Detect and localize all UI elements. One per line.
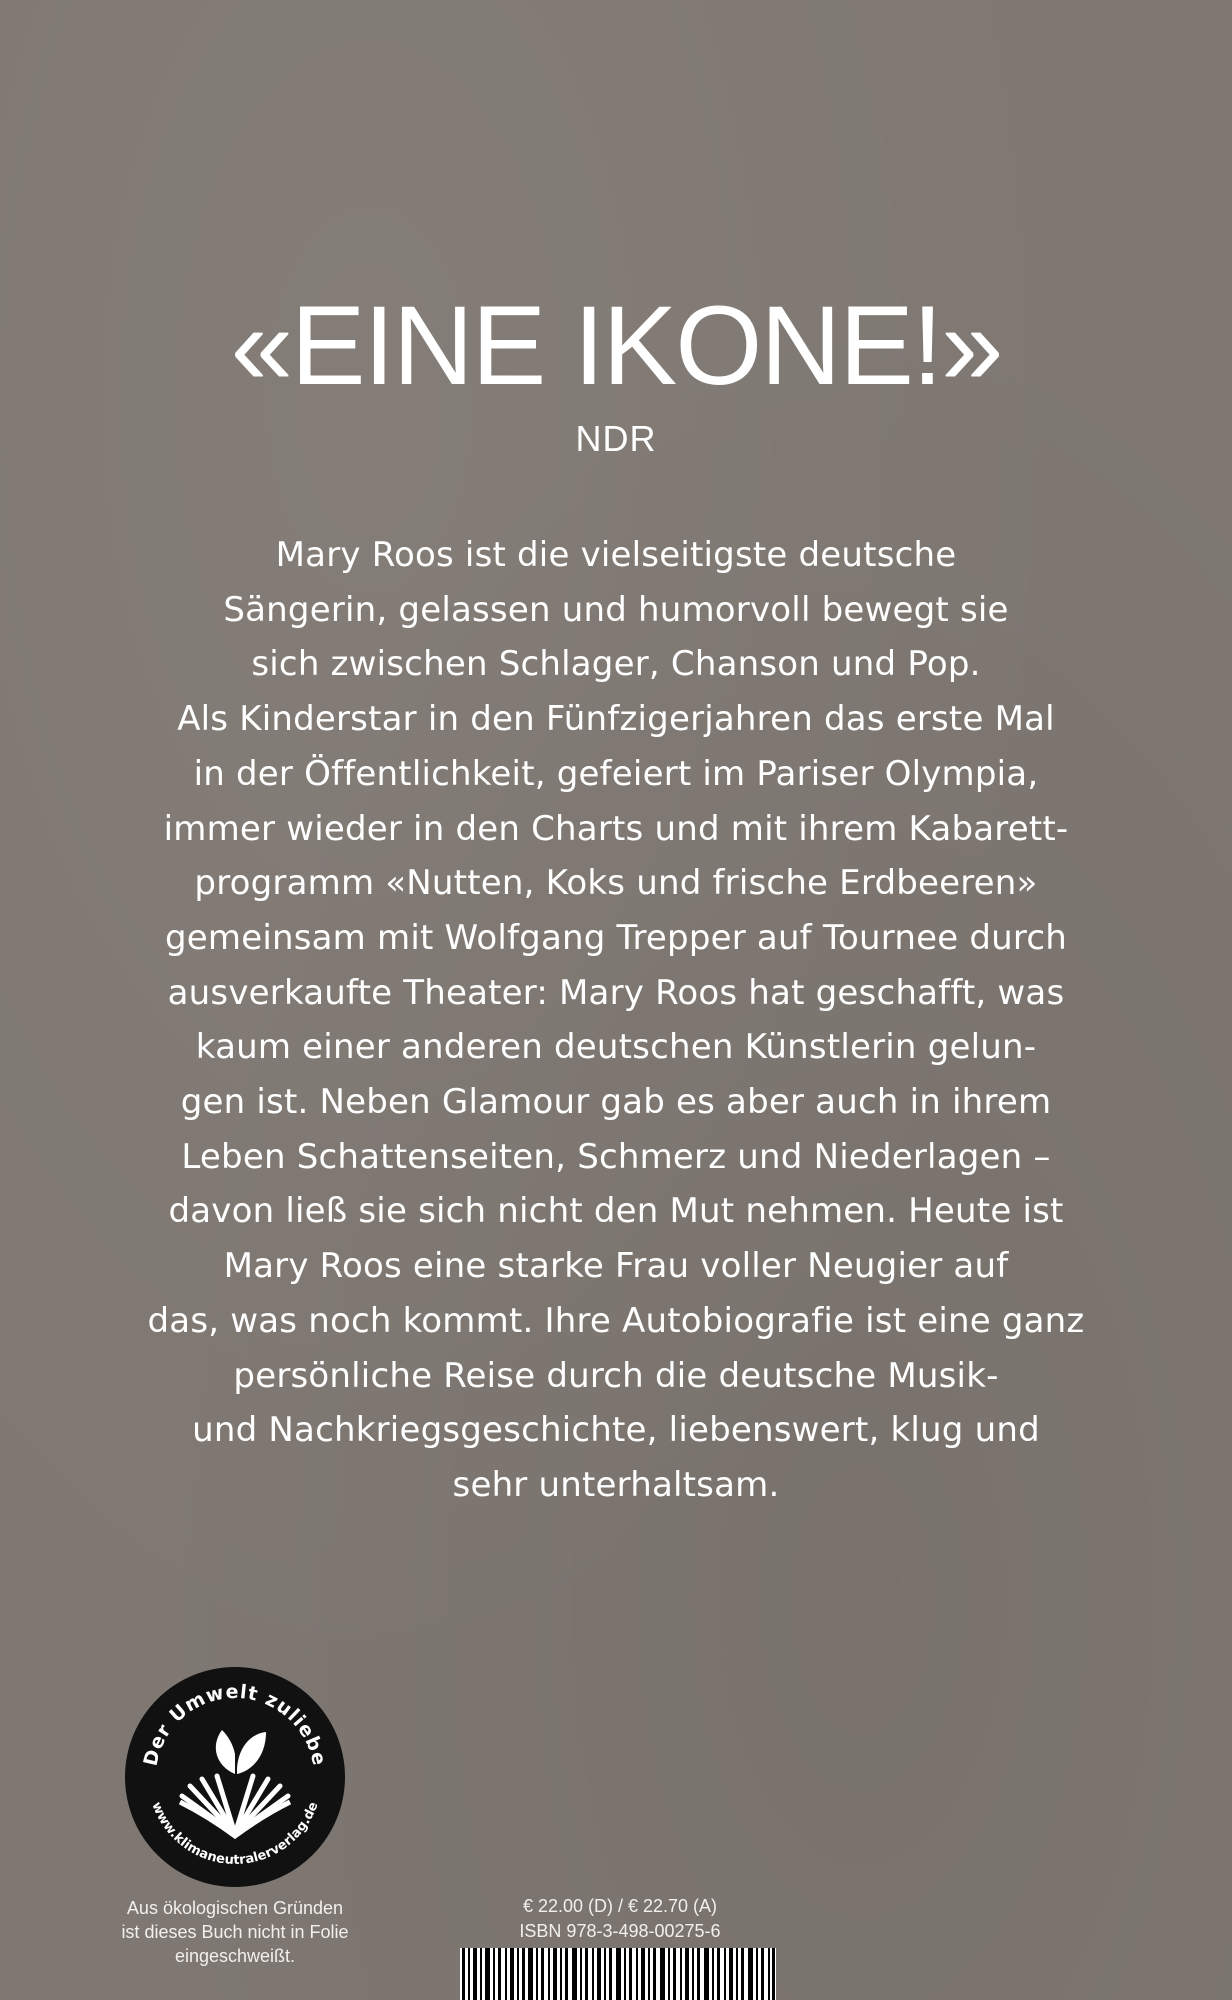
blurb-line: in der Öffentlichkeit, gefeiert im Pariser Olympia, — [193, 753, 1039, 794]
quote-source: NDR — [575, 418, 657, 459]
blurb-text — [80, 528, 1152, 1513]
blurb-line: sich zwischen Schlager, Chanson und Pop. — [251, 644, 981, 685]
eco-note — [100, 1896, 370, 1968]
blurb-line: und Nachkriegsgeschichte, liebenswert, klug und — [192, 1410, 1040, 1451]
headline-quote: «EINE IKONE!» — [230, 283, 1002, 408]
blurb-line: programm «Nutten, Koks und frische Erdbeeren» — [194, 863, 1038, 904]
blurb-line: immer wieder in den Charts und mit ihrem Kabarett- — [163, 808, 1069, 849]
eco-note-line: eingeschweißt. — [174, 1946, 296, 1966]
blurb-line: kaum einer anderen deutschen Künstlerin gelun- — [195, 1027, 1037, 1068]
price-label: € 22.00 (D) / € 22.70 (A) — [522, 1896, 718, 1916]
blurb-line: persönliche Reise durch die deutsche Musik- — [233, 1355, 999, 1396]
blurb-line: Sängerin, gelassen und humorvoll bewegt sie — [223, 589, 1009, 630]
barcode — [460, 1948, 776, 2000]
blurb-line: sehr unterhaltsam. — [452, 1464, 780, 1505]
blurb-line: gen ist. Neben Glamour gab es aber auch in ihrem — [180, 1082, 1052, 1123]
blurb-line: Leben Schattenseiten, Schmerz und Niederlagen – — [181, 1136, 1051, 1177]
eco-note-line: ist dieses Buch nicht in Folie — [121, 1922, 349, 1942]
badge-bottom-text: www.klimaneutralerverlag.de — [148, 1799, 322, 1869]
blurb-line: davon ließ sie sich nicht den Mut nehmen. Heute ist — [168, 1191, 1064, 1232]
blurb-line: ausverkaufte Theater: Mary Roos hat geschafft, was — [167, 972, 1065, 1013]
isbn-label: ISBN 978-3-498-00275-6 — [519, 1921, 721, 1941]
climate-neutral-badge — [124, 1666, 346, 1888]
blurb-line: Mary Roos eine starke Frau voller Neugier auf — [223, 1246, 1009, 1287]
eco-note-line: Aus ökologischen Gründen — [126, 1898, 344, 1918]
blurb-line: das, was noch kommt. Ihre Autobiografie ist eine ganz — [147, 1300, 1085, 1341]
price-block — [460, 1894, 780, 1944]
blurb-line: gemeinsam mit Wolfgang Trepper auf Tournee durch — [165, 917, 1067, 958]
blurb-line: Mary Roos ist die vielseitigste deutsche — [275, 535, 957, 575]
blurb-line: Als Kinderstar in den Fünfzigerjahren das erste Mal — [177, 699, 1055, 740]
badge-top-text: Der Umwelt zuliebe — [139, 1680, 331, 1769]
